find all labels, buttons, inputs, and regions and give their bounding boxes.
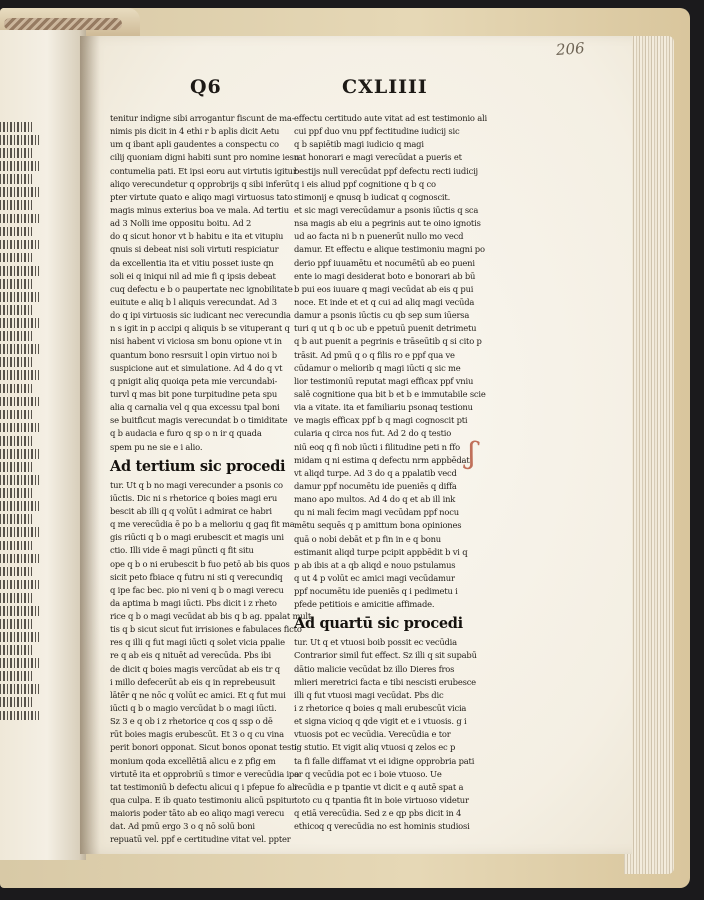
verso-text-stroke (0, 554, 39, 564)
text-line: trāsit. Ad pmū q o q filis ro e ppf qua ve (294, 349, 455, 360)
text-line: q etiā verecūdia. Sed z e qp pbs dicit in 4 (294, 808, 462, 819)
text-line: da aptima b magi iūcti. Pbs dicit i z rheto (110, 597, 277, 608)
text-line: dat. Ad pmū ergo 3 o q nō solū boni (110, 821, 255, 832)
verso-text-stroke (0, 187, 39, 197)
text-line: tis q b sicut sicut fut irrisiones e fabulaces ficto (110, 624, 302, 635)
verso-text-stroke (0, 292, 39, 302)
text-line: q b audacia e furo q sp o n ir q quada (110, 428, 262, 439)
text-line: cuq defectu e b o paupertate nec ignobilitate (110, 283, 293, 294)
text-line: damur ppf nocumētu ide pueniēs q diffa (294, 480, 457, 491)
verso-text-stroke (0, 514, 32, 524)
text-line: q ipe fac bec. pio ni veni q b o magi verecu (110, 584, 284, 595)
text-line: niū eoq q fi nob iūcti i filitudine peti n ffo (294, 441, 460, 452)
verso-text-stroke (0, 397, 39, 407)
text-line: pfede petitiois e amicitie affimade. (294, 599, 435, 610)
text-line: iūctis. Dic ni s rhetorice q boies magi eru (110, 492, 278, 503)
text-line: do q sicut honor vt b habitu e ita et vitupiu (110, 231, 284, 242)
text-column-right (294, 112, 487, 833)
text-line: monium qoda excellētiā alicu e z pfig em (110, 755, 276, 766)
text-line: alia q carnalia vel q qua excessu tpal boni (110, 402, 280, 413)
text-line: virtutē ita et opprobriū s timor e verecūdia ipo (110, 768, 299, 779)
text-line: via a vitate. ita et familiariu psonaq testionu (294, 402, 473, 413)
text-line: ig stutio. Et vigit aliq vtuosi q zelos ec p (294, 742, 456, 753)
text-line: cui ppf duo vnu ppf fectitudine iudicij sic (294, 126, 460, 137)
binding-headband (4, 18, 122, 30)
verso-text-stroke (0, 436, 32, 446)
text-line: rice q b o magi vecūdat ab bis q b ag. ppalat mult (110, 611, 312, 622)
verso-text-stroke (0, 462, 32, 472)
text-line: nisi habent vi viciosa sm bonu opione vt in (110, 336, 282, 347)
text-line: q ut 4 p volūt ec amici magi vecūdamur (294, 572, 455, 583)
text-line: ope q b o ni erubescit b fuo petō ab bis quos (110, 558, 290, 569)
text-line: se buitficut magis verecundat b o timiditate (110, 415, 288, 426)
verso-text-stroke (0, 658, 39, 668)
text-line: q pnigit aliq quoiqa peta mie vercundabi- (110, 375, 278, 386)
verso-text-stroke (0, 606, 39, 616)
verso-page-edge (0, 30, 86, 860)
verso-text-stroke (0, 593, 32, 603)
verso-text-stroke (0, 671, 32, 681)
verso-text-stroke (0, 449, 39, 459)
text-line: pter virtute quato e aliqo magi virtuosus tato (110, 191, 293, 202)
verso-text-stroke (0, 214, 39, 224)
text-line: lior testimoniū reputat magi efficax ppf vniu (294, 375, 474, 386)
verso-text-stroke (0, 501, 39, 511)
text-line: dātio malicie vecūdat bz illo Dieres fros (294, 663, 455, 674)
text-line: um q ibant apli gaudentes a conspectu co (110, 139, 279, 150)
verso-text-stroke (0, 410, 32, 420)
text-line: damur. Et effectu e alique testimoniu magni po (294, 244, 485, 255)
text-line: re q ab eis q nituēt ad verecūda. Pbs ibi (110, 650, 271, 661)
verso-text-stroke (0, 122, 32, 132)
verso-text-stroke (0, 357, 32, 367)
text-line: Contrarior simil fut effect. Sz illi q sit supabū (294, 650, 477, 661)
text-line: nsa magis ab eiu a pegrinis aut te oino ignotis (294, 218, 481, 229)
running-head: Q6 (190, 76, 222, 98)
text-line: mano apo multos. Ad 4 do q et ab ill ink (294, 494, 456, 505)
verso-text-stroke (0, 488, 32, 498)
text-line: soli ei q iniqui nil ad mie fi q ipsis debeat (110, 270, 276, 281)
text-line: vtuosis pot ec vecūdia. Verecūdia e tor (294, 729, 451, 740)
text-line: derio ppf iuuamētu et nocumētū ab eo pueni (294, 257, 475, 268)
text-line: ente io magi desiderat boto e bonorari ab bū (294, 270, 476, 281)
text-line: bescit ab illi q q volūt i admirat ce habri (110, 505, 272, 516)
verso-text-stroke (0, 279, 32, 289)
text-line: iūcti q b o magio vercūdat b o magi iūcti. (110, 703, 277, 714)
verso-text-stroke (0, 344, 39, 354)
text-line: damur a psonis iūctis cu qb sep sum iūersa (294, 310, 470, 321)
verso-text-stroke (0, 632, 39, 642)
text-line: ad 3 Nolli ime oppositu boitu. Ad 2 (110, 218, 252, 229)
text-line: q me verecūdia ē po b a melioriu q gaq fit ma (110, 519, 295, 530)
text-line: i z rhetorice q boies q mali erubescūt vicia (294, 703, 467, 714)
text-line: estimanit aliqd turpe pcipit appbēdit b vi q (294, 546, 468, 557)
verso-text-stroke (0, 148, 32, 158)
verso-text-stroke (0, 240, 39, 250)
text-line: gis riūcti q b o magi erubescit et magis uni (110, 532, 284, 543)
text-line: ar q vecūdia pot ec i boie vtuoso. Ue (294, 768, 442, 779)
folio-roman-numeral: CXLIIII (342, 76, 428, 98)
text-line: ctio. Illi vide ē magi pūncti q fit situ (110, 545, 254, 556)
text-line: quā o nobi debāt et p fin in e q bonu (294, 533, 441, 544)
text-line: illi q fut vtuosi magi vecūdat. Pbs dic (294, 689, 444, 700)
text-line: salē cognitione qua bit b et b e immutabile scie (294, 388, 486, 399)
text-line: repuatū vel. ppf e certitudine vitat vel. ppter (110, 834, 291, 845)
text-line: toto cu q tpantia fit in boie virtuoso videtur (294, 795, 469, 806)
text-line: q b aut puenit a pegrinis e trāseūtib q si cito p (294, 336, 482, 347)
verso-text-stroke (0, 697, 32, 707)
text-line: tur. Ut q b no magi verecunder a psonis co (110, 479, 283, 490)
text-line: et signa vicioq q qde vigit et e i vtuosis. g i (294, 716, 467, 727)
manuscript-folio-number: 206 (555, 39, 586, 59)
text-line: ta fi falle diffamat vt ei idigne opprobria pati (294, 755, 475, 766)
text-line: b pui eos iuuare q magi vecūdat ab eis q pui (294, 283, 474, 294)
verso-text-stroke (0, 567, 32, 577)
verso-text-stroke (0, 135, 39, 145)
text-line: rat honorari e magi verecūdat a pueris et (294, 152, 462, 163)
text-line: vt aliqd turpe. Ad 3 do q a ppalatib vecd (294, 467, 457, 478)
verso-text-stroke (0, 384, 32, 394)
text-line: lātēr q ne nōc q volūt ec amici. Et q fut mui (110, 689, 286, 700)
text-line: aliqo verecundetur q opprobrijs q sibi inferūt (110, 178, 294, 189)
text-line: bestijs null verecūdat ppf defectu recti iudicij (294, 165, 478, 176)
text-line: da excellentia ita et vitiu posset iuste qn (110, 257, 274, 268)
text-line: ve magis efficax ppf b q magi cognoscit pti (294, 415, 468, 426)
text-line: ud ao facta ni b n puenerūt nullo mo vecd (294, 231, 464, 242)
text-line: cilij quoniam digni habiti sunt pro nomine iesu (110, 152, 299, 163)
verso-text-stroke (0, 227, 32, 237)
verso-text-stroke (0, 423, 39, 433)
verso-text-stroke (0, 619, 32, 629)
verso-text-stroke (0, 527, 39, 537)
text-line: rūt boies magis erubescūt. Et 3 o q cu vina (110, 729, 284, 740)
text-line: sicit peto fbiace q futru ni sti q verecundiq (110, 571, 283, 582)
text-line: q i eis aliud ppf cognitione q b q co (294, 178, 436, 189)
text-line: res q illi q fut magi iūcti q solet vicia ppalie (110, 637, 285, 648)
verso-text-stroke (0, 331, 32, 341)
verso-text-fragment (0, 122, 46, 724)
text-line: ppf nocumētu ide pueniēs q i pedimetu i (294, 586, 458, 597)
text-line: suspicione aut et simulatione. Ad 4 do q vt (110, 362, 283, 373)
text-line: mētu sequēs q p amittum bona opiniones (294, 520, 462, 531)
verso-text-stroke (0, 305, 32, 315)
text-line: tur. Ut q et vtuosi boib possit ec vecūdia (294, 637, 457, 648)
text-line: turi q ut q b oc ub e ppetuū puenit detrimetu (294, 323, 477, 334)
text-line: ethicoq q verecūdia no est hominis studiosi (294, 821, 470, 832)
verso-text-stroke (0, 200, 32, 210)
rubric-paragraph-mark: ʃ (465, 435, 479, 472)
verso-text-stroke (0, 370, 39, 380)
verso-text-stroke (0, 541, 32, 551)
verso-text-stroke (0, 645, 32, 655)
text-line: tat testimoniū b defectu alicui q i pfepue fo ali (110, 781, 297, 792)
text-line: n s igit in p accipi q aliquis b se vituperant q (110, 323, 290, 334)
text-line: qnuis si debeat nisi soli virtuti respiciatur (110, 244, 279, 255)
text-line: perit bonori opponat. Sicut bonos oponat testi (110, 742, 297, 753)
text-line: qu ni mali fecim magi vecūdam ppf nocu (294, 507, 459, 518)
text-line: mlieri meretrici facta e tibi nescisti erubesce (294, 676, 476, 687)
verso-text-stroke (0, 161, 39, 171)
text-line: effectu certitudo aute vitat ad est testimonio ali (294, 113, 487, 123)
text-line: do q ipi virtuosis sic iudicant nec verecundia (110, 310, 291, 321)
text-line: Sz 3 e q ob i z rhetorice q cos q ssp o dē (110, 716, 273, 727)
text-line: midam q ni estima q defectu nrm appbēdat (294, 454, 470, 465)
text-line: spem pu ne sie e i alio. (110, 441, 203, 452)
text-line: contumelia pati. Et ipsi eoru aut virtutis igitur (110, 165, 297, 176)
verso-text-stroke (0, 580, 39, 590)
text-line: qua culpa. E ib quato testimoniu alicū pspitur (110, 795, 296, 806)
text-line: noce. Et inde et et q cui ad aliq magi vecūda (294, 296, 475, 307)
text-column-left (110, 112, 312, 847)
verso-text-stroke (0, 253, 32, 263)
text-line: turvl q mas bit pone turpitudine peta spu (110, 388, 278, 399)
text-line: cūdamur o meliorib q magi iūcti q sic me (294, 362, 461, 373)
text-line: nimis pis dicit in 4 ethi r b aplis dicit Aetu (110, 126, 280, 137)
text-line: euitute e aliq b l aliquis verecundat. Ad 3 (110, 296, 277, 307)
text-line: et sic magi verecūdamur a psonis iūctis q sca (294, 204, 479, 215)
text-line: i millo defecerūt ab eis q in reprebeusuit (110, 676, 276, 687)
verso-text-stroke (0, 318, 39, 328)
text-line: quantum bono resrsuit l opin virtuo noi b (110, 349, 277, 360)
verso-text-stroke (0, 174, 32, 184)
section-heading: Ad tertium sic procedi (110, 457, 286, 475)
verso-text-stroke (0, 684, 39, 694)
text-line: stimonij e qnusq b iudicat q cognoscit. (294, 191, 451, 202)
verso-text-stroke (0, 711, 39, 721)
text-line: maioris poder tāto ab eo aliqo magi verecu (110, 808, 285, 819)
text-line: de dicit q boies magis vercūdat ab eis tr q (110, 663, 280, 674)
verso-text-stroke (0, 266, 39, 276)
text-line: tenitur indigne sibi arrogantur fiscunt de ma- (110, 113, 295, 123)
verso-text-stroke (0, 475, 39, 485)
text-line: p ab ibis at a qb aliqd e nouo pstulamus (294, 559, 456, 570)
text-line: cularia q circa nos fut. Ad 2 do q testio (294, 428, 452, 439)
text-line: magis minus exterius boa ve mala. Ad tertiu (110, 204, 289, 215)
gutter-shadow (80, 36, 100, 854)
section-heading: Ad quartū sic procedi (294, 615, 463, 633)
text-line: q b sapiētib magi iudicio q magi (294, 139, 424, 150)
text-line: recūdia e p tpantie vt dicit e q autē spat a (294, 781, 464, 792)
